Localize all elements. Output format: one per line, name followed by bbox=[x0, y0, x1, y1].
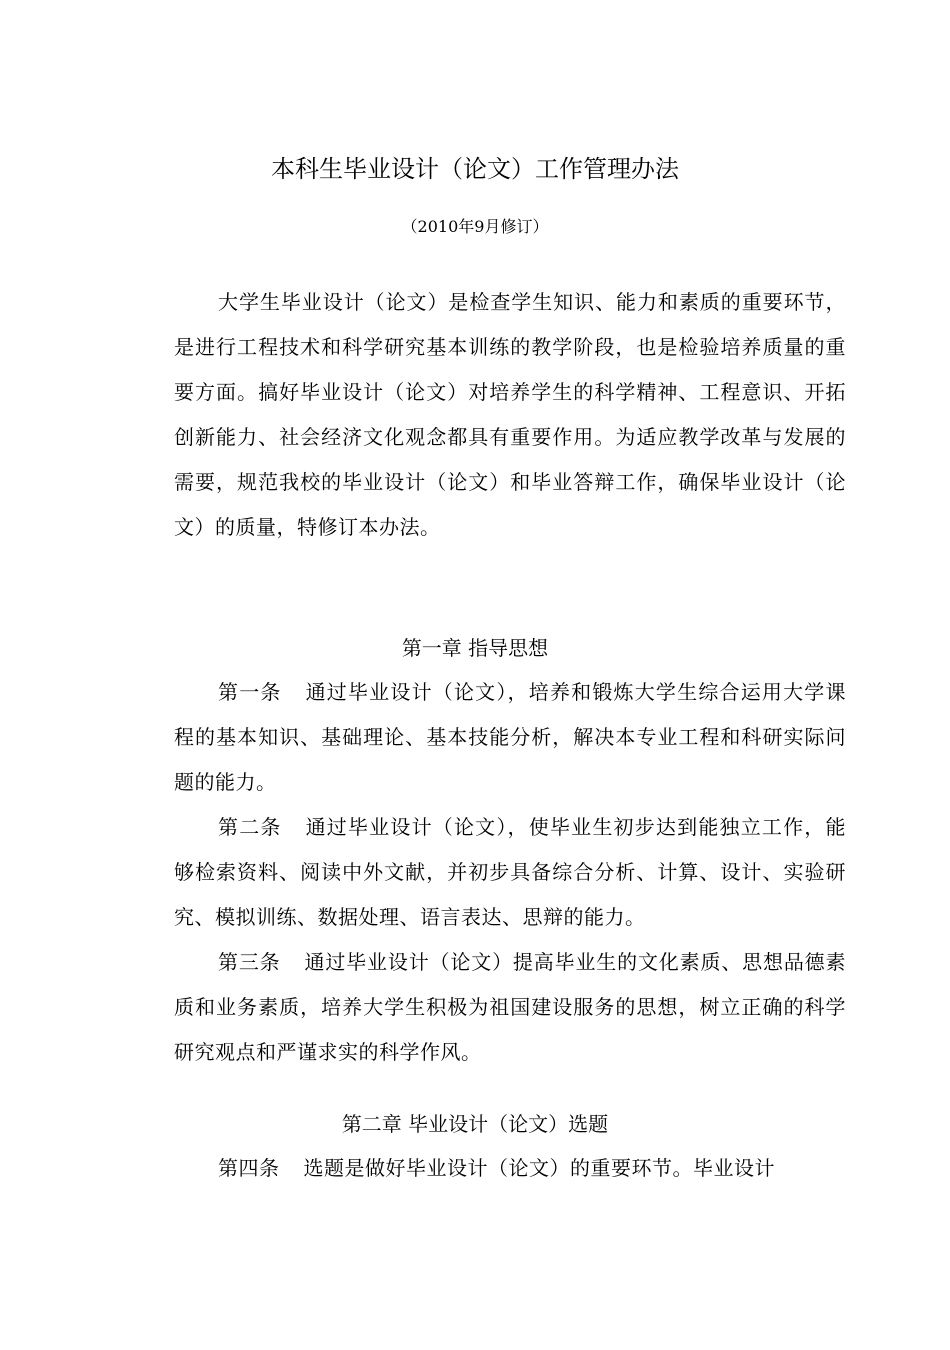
chapter-heading-2: 第二章 毕业设计（论文）选题 bbox=[341, 1112, 609, 1136]
chapter-2-articles bbox=[174, 1146, 846, 1191]
document-revision-date: （2010年9月修订） bbox=[401, 217, 549, 236]
article-text: 通过毕业设计（论文），使毕业生初步达到能独立工作，能够检索资料、阅读中外文献，并初步具备综合分析、计算、设计、实验研究、模拟训练、数据处理、语言表达、思辩的能力。 bbox=[174, 815, 847, 929]
intro-paragraph: 大学生毕业设计（论文）是检查学生知识、能力和素质的重要环节，是进行工程技术和科学研究基本训练的教学阶段，也是检验培养质量的重要方面。搞好毕业设计（论文）对培养学生的科学精神、工程意识、开拓创新能力、社会经济文化观念都具有重要作用。为适应教学改革与发展的需要，规范我校的毕业设计（论文）和毕业答辩工作，确保毕业设计（论文）的质量，特修订本办法。 bbox=[174, 290, 846, 539]
article-text: 选题是做好毕业设计（论文）的重要环节。毕业设计 bbox=[303, 1156, 775, 1180]
article-paragraph bbox=[174, 670, 846, 805]
article-label: 第二条 bbox=[218, 815, 282, 839]
article-text: 通过毕业设计（论文），培养和锻炼大学生综合运用大学课程的基本知识、基础理论、基本技能分析，解决本专业工程和科研实际问题的能力。 bbox=[174, 680, 847, 794]
article-paragraph bbox=[174, 940, 846, 1075]
article-text: 通过毕业设计（论文）提高毕业生的文化素质、思想品德素质和业务素质，培养大学生积极为祖国建设服务的思想，树立正确的科学研究观点和严谨求实的科学作风。 bbox=[174, 950, 847, 1064]
chapter-heading-1: 第一章 指导思想 bbox=[401, 636, 549, 660]
article-label: 第四条 bbox=[218, 1156, 280, 1180]
article-label: 第一条 bbox=[218, 680, 282, 704]
article-paragraph bbox=[174, 1146, 846, 1191]
article-label: 第三条 bbox=[218, 950, 281, 974]
document-title: 本科生毕业设计（论文）工作管理办法 bbox=[271, 155, 679, 183]
chapter-1-articles bbox=[174, 670, 846, 1075]
article-paragraph bbox=[174, 805, 846, 940]
